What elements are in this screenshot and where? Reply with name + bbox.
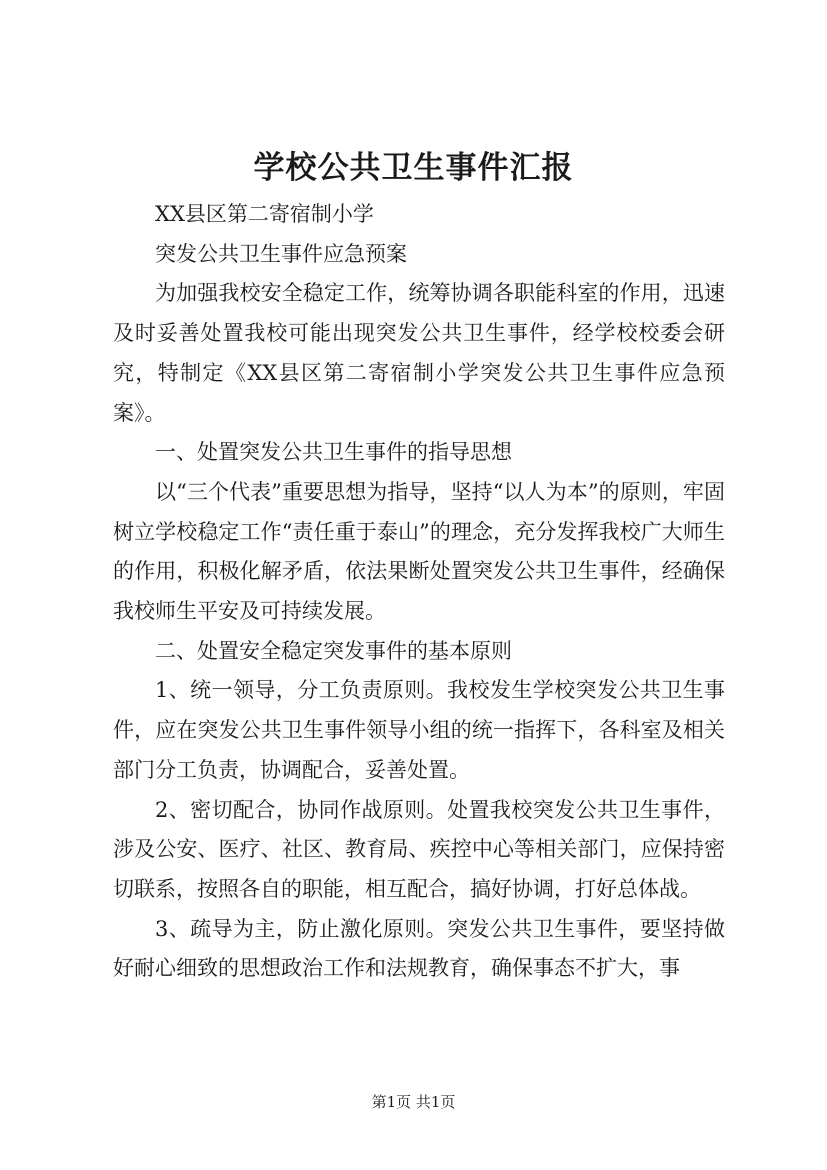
paragraph-principle-3: 3、疏导为主，防止激化原则。突发公共卫生事件，要坚持做好耐心细致的思想政治工作和法规教育，确保事态不扩大，事 (113, 916, 725, 981)
page-title: 学校公共卫生事件汇报 (253, 150, 574, 186)
paragraph-school-name: XX县区第二寄宿制小学 (155, 202, 374, 226)
document-body (113, 195, 725, 989)
section-heading-guiding-ideology: 一、处置突发公共卫生事件的指导思想 (155, 440, 512, 465)
paragraph-intro: 为加强我校安全稳定工作，统筹协调各职能科室的作用，迅速及时妥善处置我校可能出现突发公共卫生事件，经学校校委会研究，特制定《XX县区第二寄宿制小学突发公共卫生事件应急预案》。 (113, 281, 725, 425)
section-heading-basic-principles: 二、处置安全稳定突发事件的基本原则 (155, 638, 512, 663)
paragraph-principle-2: 2、密切配合，协同作战原则。处置我校突发公共卫生事件，涉及公安、医疗、社区、教育局、疾控中心等相关部门，应保持密切联系，按照各自的职能，相互配合，搞好协调，打好总体战。 (113, 797, 725, 901)
paragraph-guiding-ideology: 以“三个代表”重要思想为指导，坚持“以人为本”的原则，牢固树立学校稳定工作“责任重于泰山”的理念，充分发挥我校广大师生的作用，积极化解矛盾，依法果断处置突发公共卫生事件，经确保我校师生平安及可持续发展。 (113, 479, 725, 624)
page-footer: 第1页 共1页 (371, 1093, 456, 1111)
paragraph-principle-1: 1、统一领导，分工负责原则。我校发生学校突发公共卫生事件，应在突发公共卫生事件领导小组的统一指挥下，各科室及相关部门分工负责，协调配合，妥善处置。 (113, 678, 725, 782)
paragraph-plan-title: 突发公共卫生事件应急预案 (155, 241, 407, 266)
